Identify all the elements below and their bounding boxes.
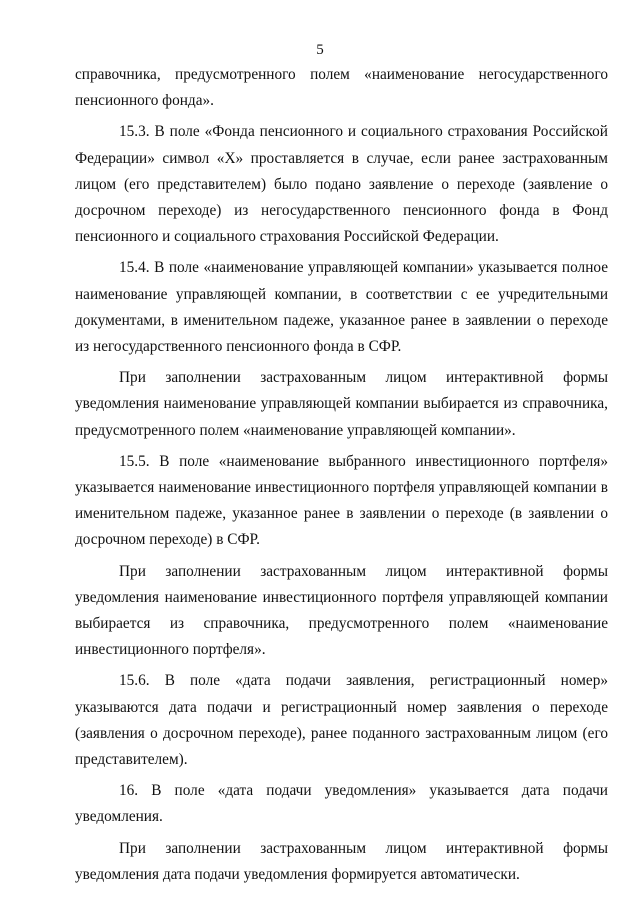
page-number: 5	[316, 42, 324, 58]
paragraph-continuation: справочника, предусмотренного полем «наименование негосударственного пенсионного фонда».	[75, 66, 608, 110]
paragraph-16-interactive: При заполнении застрахованным лицом интерактивной формы уведомления дата подачи уведомления формируется автоматически.	[75, 839, 608, 883]
paragraph-15-3: 15.3. В поле «Фонда пенсионного и социального страхования Российской Федерации» символ «Х» проставляется в случае, если ранее застрахованным лицом (его представителем) было подано заявление о переходе (заявление о досрочном переходе) из негосударственного пенсионного фонда в Фонд пенсионного и социального страхования Российской Федерации.	[75, 123, 608, 246]
paragraph-16: 16. В поле «дата подачи уведомления» указывается дата подачи уведомления.	[75, 782, 608, 826]
document-body	[75, 62, 608, 893]
paragraph-15-5: 15.5. В поле «наименование выбранного инвестиционного портфеля» указывается наименование инвестиционного портфеля управляющей компании в именительном падеже, указанное ранее в заявлении о переходе (в заявлении о досрочном переходе) в СФР.	[75, 452, 608, 549]
paragraph-15-6: 15.6. В поле «дата подачи заявления, регистрационный номер» указываются дата подачи и регистрационный номер заявления о переходе (заявления о досрочном переходе), ранее поданного застрахованным лицом (его представителем).	[75, 672, 608, 769]
paragraph-15-5-interactive: При заполнении застрахованным лицом интерактивной формы уведомления наименование инвестиционного портфеля управляющей компании выбирается из справочника, предусмотренного полем «наименование инвестиционного портфеля».	[75, 562, 608, 659]
paragraph-15-4: 15.4. В поле «наименование управляющей компании» указывается полное наименование управляющей компании, в соответствии с ее учредительными документами, в именительном падеже, указанное ранее в заявлении о переходе из негосударственного пенсионного фонда в СФР.	[75, 259, 608, 356]
paragraph-15-4-interactive: При заполнении застрахованным лицом интерактивной формы уведомления наименование управляющей компании выбирается из справочника, предусмотренного полем «наименование управляющей компании».	[75, 369, 608, 439]
